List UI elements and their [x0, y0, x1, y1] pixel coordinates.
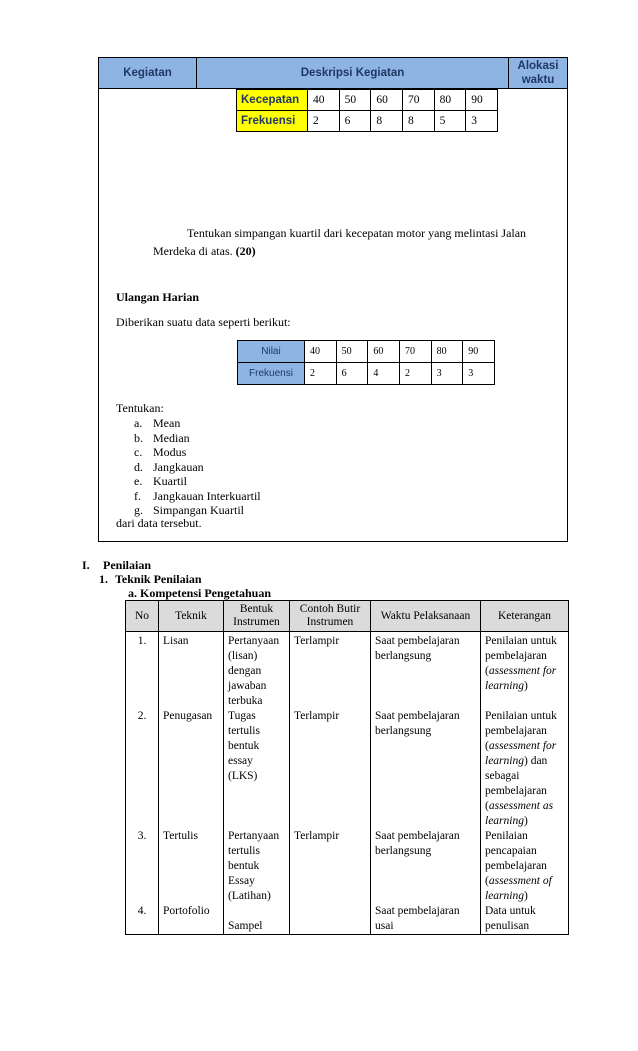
list-marker: c. — [134, 445, 143, 459]
list-marker: b. — [134, 430, 143, 445]
header-line: Instrumen — [233, 616, 280, 628]
cell-line: Penilaian untuk — [485, 635, 557, 647]
header-line: Contoh Butir — [299, 603, 361, 615]
cell-line: usai — [375, 920, 394, 932]
cell-line: Saat pembelajaran — [375, 830, 460, 842]
cell-line: Essay — [228, 875, 255, 887]
table-cell: 60 — [371, 90, 403, 111]
ulangan-intro: Diberikan suatu data seperti berikut: — [116, 315, 291, 329]
table-cell: 40 — [308, 90, 340, 111]
ulangan-title: Ulangan Harian — [116, 290, 200, 304]
tentukan-label: Tentukan: — [116, 401, 164, 415]
cell-italic: assessment as — [488, 800, 554, 812]
header-bentuk — [224, 601, 290, 632]
cell-line: ( — [485, 665, 489, 677]
list-item — [134, 489, 261, 504]
cell-line: Saat pembelajaran — [375, 710, 460, 722]
header-keterangan: Keterangan — [481, 601, 569, 632]
list-text: Modus — [153, 445, 187, 459]
cell-line: ( — [485, 875, 489, 887]
cell-no: 2. — [126, 709, 159, 829]
table-cell: 3 — [463, 363, 495, 385]
table-cell: 2 — [305, 363, 337, 385]
cell-teknik: Penugasan — [159, 709, 224, 829]
table-row — [126, 904, 569, 935]
cell-line: Data untuk — [485, 905, 536, 917]
cell-waktu — [371, 632, 481, 710]
cell-line: pembelajaran — [485, 785, 547, 797]
cell-line: pembelajaran — [485, 725, 547, 737]
cell-line: terbuka — [228, 695, 263, 707]
list-text: Median — [153, 430, 190, 445]
table-cell: 5 — [434, 111, 466, 132]
activity-table-header — [99, 58, 567, 89]
table-cell: 3 — [466, 111, 498, 132]
cell-line: jawaban — [228, 680, 267, 692]
subsection-title: Teknik Penilaian — [115, 572, 202, 586]
header-deskripsi: Deskripsi Kegiatan — [300, 67, 405, 79]
header-waktu: Waktu Pelaksanaan — [371, 601, 481, 632]
cell-line: bentuk — [228, 860, 260, 872]
cell-line: essay — [228, 755, 253, 767]
section-marker: I. — [82, 558, 90, 572]
cell-line: Pertanyaan — [228, 635, 280, 647]
list-marker: a. — [134, 416, 143, 430]
list-item — [134, 474, 187, 489]
table-row — [238, 363, 495, 385]
cell-line: dengan — [228, 665, 262, 677]
list-marker: f. — [134, 488, 141, 503]
cell-line: tertulis — [228, 725, 260, 737]
list-item — [134, 431, 190, 446]
table-row — [237, 90, 498, 111]
closing-text: dari data tersebut. — [116, 516, 202, 530]
table-cell: 2 — [399, 363, 431, 385]
cell-line: Pertanyaan — [228, 830, 280, 842]
cell-line: bentuk — [228, 740, 260, 752]
cell-italic: learning — [485, 680, 524, 692]
question-text: Merdeka di atas. — [153, 244, 233, 258]
row-label: Nilai — [238, 341, 305, 363]
cell-bentuk — [224, 904, 290, 935]
header-alokasi — [509, 58, 567, 88]
cell-contoh: Terlampir — [290, 829, 371, 904]
list-text: Jangkauan — [153, 459, 204, 474]
cell-line: Saat pembelajaran — [375, 635, 460, 647]
question-line-1: Tentukan simpangan kuartil dari kecepatan motor yang melintasi Jalan — [187, 226, 527, 240]
list-item — [134, 460, 204, 475]
table-cell: 6 — [336, 363, 368, 385]
subsection-marker: 1. — [99, 572, 108, 586]
list-item — [134, 445, 186, 460]
cell-line: Penilaian — [485, 830, 528, 842]
table-cell: 8 — [402, 111, 434, 132]
section-title: Penilaian — [103, 558, 152, 572]
cell-contoh: Terlampir — [290, 709, 371, 829]
table-row — [238, 341, 495, 363]
table-row — [126, 829, 569, 904]
cell-contoh: Terlampir — [290, 632, 371, 710]
table-cell: 4 — [368, 363, 400, 385]
cell-italic: assessment for — [488, 665, 557, 677]
list-marker: e. — [134, 474, 143, 488]
section-heading — [82, 558, 151, 573]
cell-bentuk — [224, 829, 290, 904]
cell-italic: assessment for — [488, 740, 557, 752]
list-text: Mean — [153, 416, 181, 430]
table-row — [126, 632, 569, 710]
nilai-frequency-table — [237, 340, 495, 385]
cell-teknik: Portofolio — [159, 904, 224, 935]
header-line: Bentuk — [239, 603, 274, 615]
cell-contoh — [290, 904, 371, 935]
cell-line: berlangsung — [375, 845, 432, 857]
cell-bentuk — [224, 632, 290, 710]
subsubsection-heading: a. Kompetensi Pengetahuan — [128, 586, 272, 600]
speed-frequency-table — [236, 89, 498, 132]
cell-keterangan — [481, 709, 569, 829]
cell-line: Saat pembelajaran — [375, 905, 460, 917]
table-cell: 8 — [371, 111, 403, 132]
list-item — [134, 416, 180, 431]
cell-line: (Latihan) — [228, 890, 271, 902]
table-row — [237, 111, 498, 132]
row-label: Frekuensi — [237, 111, 308, 132]
cell-no: 3. — [126, 829, 159, 904]
cell-line: Penilaian untuk — [485, 710, 557, 722]
header-contoh — [290, 601, 371, 632]
list-text: Simpangan Kuartil — [153, 503, 244, 517]
cell-italic: learning — [485, 755, 524, 767]
list-text: Kuartil — [153, 474, 187, 488]
cell-bentuk — [224, 709, 290, 829]
subsection-heading — [99, 572, 202, 587]
table-cell: 50 — [339, 90, 371, 111]
header-alokasi-line2: waktu — [521, 74, 555, 86]
cell-line: ) — [523, 680, 528, 692]
question-score: (20) — [235, 244, 256, 258]
table-header-row — [126, 601, 569, 632]
cell-line: pembelajaran — [485, 860, 547, 872]
table-row — [126, 709, 569, 829]
cell-line: berlangsung — [375, 725, 432, 737]
row-label: Frekuensi — [238, 363, 305, 385]
cell-no: 4. — [126, 904, 159, 935]
cell-line: pencapaian — [485, 845, 537, 857]
cell-italic: learning — [485, 815, 524, 827]
header-teknik: Teknik — [159, 601, 224, 632]
table-cell: 90 — [466, 90, 498, 111]
cell-line: ) — [523, 890, 528, 902]
cell-waktu — [371, 829, 481, 904]
table-cell: 90 — [463, 341, 495, 363]
cell-line: ) — [523, 815, 528, 827]
cell-no: 1. — [126, 632, 159, 710]
table-cell: 50 — [336, 341, 368, 363]
cell-line: sebagai — [485, 770, 520, 782]
cell-line: ( — [485, 740, 489, 752]
table-cell: 80 — [434, 90, 466, 111]
table-cell: 70 — [399, 341, 431, 363]
table-cell: 70 — [402, 90, 434, 111]
cell-waktu — [371, 904, 481, 935]
cell-line: ) dan — [523, 755, 548, 767]
list-text: Jangkauan Interkuartil — [153, 488, 261, 503]
cell-teknik: Lisan — [159, 632, 224, 710]
cell-keterangan — [481, 829, 569, 904]
cell-line: (LKS) — [228, 770, 258, 782]
header-kegiatan: Kegiatan — [123, 67, 172, 79]
table-cell: 40 — [305, 341, 337, 363]
cell-line: penulisan — [485, 920, 530, 932]
row-label: Kecepatan — [237, 90, 308, 111]
cell-italic: learning — [485, 890, 524, 902]
cell-line: Tugas — [228, 710, 256, 722]
header-line: Instrumen — [306, 616, 354, 628]
cell-line: Sampel — [228, 920, 263, 932]
cell-line: tertulis — [228, 845, 260, 857]
header-no: No — [126, 601, 159, 632]
assessment-table — [125, 600, 569, 935]
table-cell: 2 — [308, 111, 340, 132]
cell-line: berlangsung — [375, 650, 432, 662]
question-line-2 — [153, 244, 256, 259]
cell-line: (lisan) — [228, 650, 258, 662]
list-marker: g. — [134, 503, 143, 517]
table-cell: 80 — [431, 341, 463, 363]
list-marker: d. — [134, 459, 143, 474]
table-cell: 3 — [431, 363, 463, 385]
table-cell: 60 — [368, 341, 400, 363]
cell-italic: assessment of — [488, 875, 552, 887]
cell-teknik: Tertulis — [159, 829, 224, 904]
table-cell: 6 — [339, 111, 371, 132]
cell-waktu — [371, 709, 481, 829]
header-alokasi-line1: Alokasi — [517, 60, 559, 72]
cell-line: pembelajaran — [485, 650, 547, 662]
cell-line: ( — [485, 800, 489, 812]
cell-keterangan — [481, 632, 569, 710]
cell-keterangan — [481, 904, 569, 935]
